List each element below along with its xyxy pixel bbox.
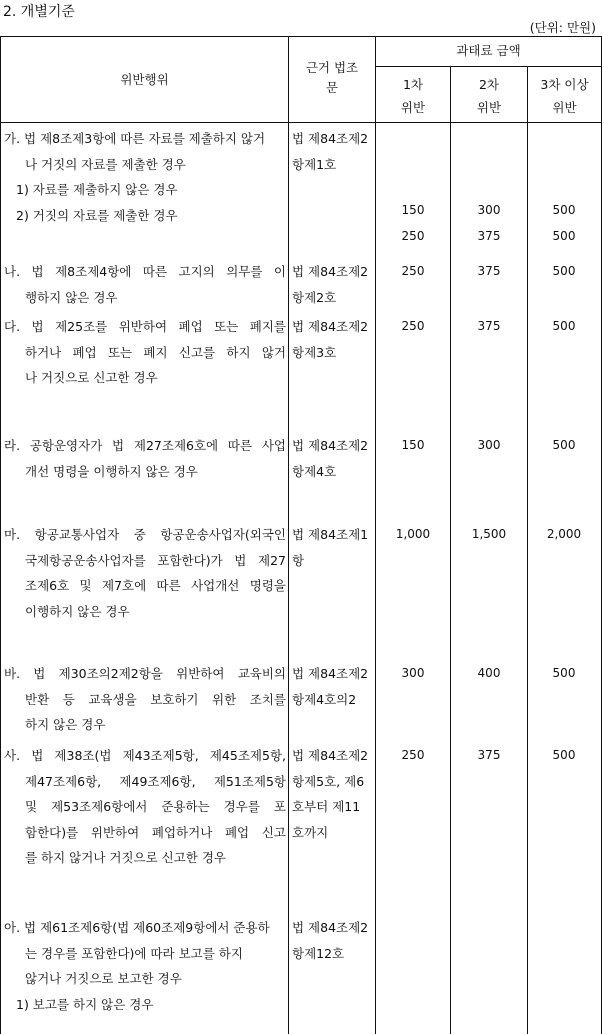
amount-third: 500 500 — [552, 203, 576, 243]
table-left-border — [0, 36, 1, 1034]
amount-third: 500 — [552, 438, 576, 452]
header-third-line2: 위반 — [552, 100, 577, 115]
amount-header-divider — [376, 66, 602, 67]
legal-basis: 법 제84조제2 항제4호 — [292, 438, 369, 479]
header-violation: 위반행위 — [120, 72, 169, 87]
amount-second: 375 — [477, 319, 501, 333]
amount-third: 500 — [552, 748, 576, 762]
amount-third: 2,000 — [546, 527, 582, 541]
violation-text: 바. 법 제30조의2제2항을 위반하여 교육비의 반환 등 교육생을 보호하기 위한 조치를 하지 않은 경우 — [4, 666, 286, 732]
legal-basis: 법 제84조제1 항 — [292, 527, 369, 568]
violation-text: 가. 법 제8조제3항에 따른 자료를 제출하지 않거 나 거짓의 자료를 제출한 경우 1) 자료를 제출하지 않은 경우 2) 거짓의 자료를 제출한 경우 — [4, 131, 266, 223]
amount-second: 375 — [477, 264, 501, 278]
amount-first: 1,000 — [395, 527, 431, 541]
header-second-violation — [451, 73, 527, 119]
legal-basis: 법 제84조제2 항제12호 — [292, 920, 369, 961]
header-basis — [289, 58, 375, 98]
legal-basis: 법 제84조제2 항제5호, 제6 호부터 제11 호까지 — [292, 748, 369, 840]
amount-third: 500 — [552, 666, 576, 680]
amount-first: 250 — [401, 748, 425, 762]
header-basis-line1: 근거 법조 — [305, 60, 359, 75]
amount-first: 150 — [401, 438, 425, 452]
header-basis-line2: 문 — [325, 80, 339, 95]
amount-second: 400 — [477, 666, 501, 680]
header-first-line1: 1차 — [402, 77, 424, 92]
amount-second: 1,500 — [471, 527, 507, 541]
violation-text: 아. 법 제61조제6항(법 제60조제9항에서 준용하 는 경우를 포함한다)에 따라 보고를 하지 않거나 거짓으로 보고한 경우 1) 보고를 하지 않은 경우 — [4, 920, 270, 1012]
section-title: 2. 개별기준 — [3, 4, 75, 20]
amount-second: 300 375 — [477, 203, 501, 243]
legal-basis: 법 제84조제2 항제2호 — [292, 264, 369, 305]
header-first-violation — [376, 73, 450, 119]
table-top-border — [0, 36, 602, 37]
header-third-line1: 3차 이상 — [540, 77, 589, 92]
amount-second: 375 — [477, 748, 501, 762]
unit-label: (단위: 만원) — [529, 20, 596, 35]
header-fine-amount: 과태료 금액 — [456, 43, 521, 58]
amount-first: 300 — [401, 666, 425, 680]
header-second-line1: 2차 — [478, 77, 500, 92]
amount-first: 250 — [401, 319, 425, 333]
violation-text: 다. 법 제25조를 위반하여 폐업 또는 폐지를 하거나 폐업 또는 폐지 신고를 하지 않거 나 거짓으로 신고한 경우 — [4, 319, 286, 385]
amount-second: 300 — [477, 438, 501, 452]
header-first-line2: 위반 — [400, 100, 426, 115]
violation-text: 나. 법 제8조제4항에 따른 고지의 의무를 이 행하지 않은 경우 — [4, 264, 286, 305]
amount-third: 500 — [552, 264, 576, 278]
header-second-line2: 위반 — [476, 100, 502, 115]
header-third-violation — [528, 73, 601, 119]
violation-text: 라. 공항운영자가 법 제27조제6호에 따른 사업 개선 명령을 이행하지 않은 경우 — [4, 438, 286, 479]
amount-first: 250 — [401, 264, 425, 278]
amount-first: 150 250 — [401, 203, 425, 243]
legal-basis: 법 제84조제2 항제1호 — [292, 131, 369, 172]
legal-basis: 법 제84조제2 항제3호 — [292, 319, 369, 360]
amount-third: 500 — [552, 319, 576, 333]
header-bottom-border — [0, 122, 602, 123]
violation-text: 사. 법 제38조(법 제43조제5항, 제45조제5항, 제47조제6항, 제49조제6항, 제51조제5항 및 제53조제6항에서 준용하는 경우를 포 함한다)를 위반하여 폐업하거나 폐업 신고 를 하지 않거나 거짓으로 신고한 경우 — [4, 748, 286, 865]
legal-basis: 법 제84조제2 항제4호의2 — [292, 666, 369, 707]
violation-text: 마. 항공교통사업자 중 항공운송사업자(외국인 국제항공운송사업자를 포함한다)가 법 제27 조제6호 및 제7호에 따른 사업개선 명령을 이행하지 않은 경우 — [4, 527, 286, 619]
col-divider-basis — [288, 36, 289, 1034]
